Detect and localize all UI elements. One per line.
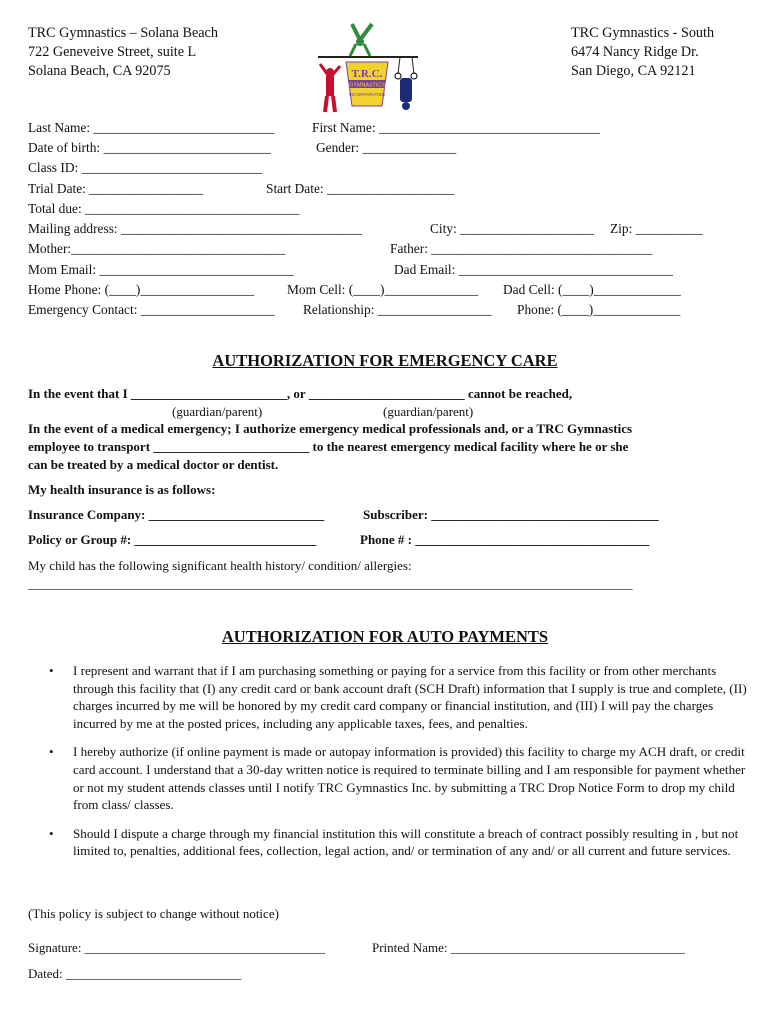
address-line: 722 Geneveive Street, suite L bbox=[28, 44, 197, 60]
father-field[interactable]: Father: _________________________________ bbox=[390, 241, 653, 256]
phone-field[interactable]: Phone: (____)_____________ bbox=[517, 302, 681, 317]
home-phone-field[interactable]: Home Phone: (____)_________________ bbox=[28, 282, 255, 297]
dob-field[interactable]: Date of birth: _________________________ bbox=[28, 140, 271, 155]
mom-cell-field[interactable]: Mom Cell: (____)______________ bbox=[287, 282, 479, 297]
logo-text-trc: T.R.C. bbox=[351, 68, 383, 80]
emergency-care-heading: AUTHORIZATION FOR EMERGENCY CARE bbox=[212, 351, 558, 370]
emergency-doctor-line: can be treated by a medical doctor or dentist. bbox=[28, 457, 279, 472]
zip-field[interactable]: Zip: __________ bbox=[610, 221, 703, 236]
insurance-phone-field[interactable]: Phone # : ____________________________________ bbox=[360, 532, 650, 547]
address-line: 6474 Nancy Ridge Dr. bbox=[571, 44, 699, 60]
health-history-label: My child has the following significant health history/ condition/ allergies: bbox=[28, 558, 412, 573]
subscriber-field[interactable]: Subscriber: ___________________________________ bbox=[363, 507, 659, 522]
list-item: • I represent and warrant that if I am purchasing something or paying for a service from this facility or from other merchants through this facility that (I) any credit card or bank account draft (SCH Draft) information that I supply is true and complete, (II) charges incurred by me will be honored by my credit card company or financial institution, and (III) I will pay the charges incurred by me at the posted prices, including any applicable taxes, fees, and penalties. bbox=[28, 662, 748, 732]
logo-text-gymnastics: GYMNASTICS bbox=[349, 82, 385, 89]
san-diego-address bbox=[571, 24, 714, 81]
guardian-parent-label: (guardian/parent) bbox=[172, 404, 263, 419]
list-item: • Should I dispute a charge through my financial institution this will constitute a breach of contract possibly resulting in , but not limited to, penalties, additional fees, collection, legal action, and/ or termination of any and/ or all current and future services. bbox=[28, 825, 748, 860]
class-id-field[interactable]: Class ID: ___________________________ bbox=[28, 160, 263, 175]
policy-group-field[interactable]: Policy or Group #: ____________________________ bbox=[28, 532, 317, 547]
health-history-field[interactable]: _____________________________________________________________________________________________ bbox=[28, 576, 633, 591]
total-due-field[interactable]: Total due: ________________________________ bbox=[28, 201, 300, 216]
list-item: • I hereby authorize (if online payment is made or autopay information is provided) this facility to charge my ACH draft, or credit card account. I understand that a 30-day written notice is required to terminate billing and I am responsible for payment whether or not my student attends classes until I notify TRC Gymnastics Inc. by submitting a TRC Drop Notice Form to drop my child from class/ classes. bbox=[28, 743, 748, 813]
emergency-transport-line[interactable]: employee to transport ________________________ to the nearest emergency medical facility where he or she bbox=[28, 439, 629, 454]
logo-emblem bbox=[346, 62, 388, 106]
logo-text-incorporated: INCORPORATED bbox=[348, 92, 386, 97]
gender-field[interactable]: Gender: ______________ bbox=[316, 140, 457, 155]
address-line: Solana Beach, CA 92075 bbox=[28, 63, 171, 79]
mother-field[interactable]: Mother:________________________________ bbox=[28, 241, 286, 256]
dad-cell-field[interactable]: Dad Cell: (____)_____________ bbox=[503, 282, 681, 297]
trial-date-field[interactable]: Trial Date: _________________ bbox=[28, 181, 204, 196]
city-field[interactable]: City: ____________________ bbox=[430, 221, 595, 236]
dad-email-field[interactable]: Dad Email: ________________________________ bbox=[394, 262, 673, 277]
solana-beach-address bbox=[28, 24, 218, 81]
gymnast-red-icon bbox=[320, 64, 340, 112]
address-line: TRC Gymnastics - South bbox=[571, 25, 715, 41]
last-name-field[interactable]: Last Name: ___________________________ bbox=[28, 120, 275, 135]
relationship-field[interactable]: Relationship: _________________ bbox=[303, 302, 492, 317]
first-name-field[interactable]: First Name: _________________________________ bbox=[312, 120, 600, 135]
auto-payment-terms-list bbox=[28, 662, 748, 871]
insurance-heading: My health insurance is as follows: bbox=[28, 482, 216, 497]
gymnast-rings-icon bbox=[395, 57, 417, 110]
policy-note: (This policy is subject to change without notice) bbox=[28, 906, 279, 921]
emergency-authorize-line: In the event of a medical emergency; I authorize emergency medical professionals and, or a TRC Gymnastics bbox=[28, 421, 633, 436]
emergency-contact-field[interactable]: Emergency Contact: ____________________ bbox=[28, 302, 275, 317]
auto-payments-heading: AUTHORIZATION FOR AUTO PAYMENTS bbox=[221, 627, 549, 646]
address-line: TRC Gymnastics – Solana Beach bbox=[28, 25, 218, 41]
guardian-parent-label: (guardian/parent) bbox=[383, 404, 474, 419]
gymnast-green-icon bbox=[350, 24, 372, 56]
insurance-company-field[interactable]: Insurance Company: ___________________________ bbox=[28, 507, 325, 522]
mom-email-field[interactable]: Mom Email: _____________________________ bbox=[28, 262, 294, 277]
signature-field[interactable]: Signature: _____________________________________ bbox=[28, 940, 326, 955]
address-line: San Diego, CA 92121 bbox=[571, 63, 696, 79]
printed-name-field[interactable]: Printed Name: ____________________________________ bbox=[372, 940, 685, 955]
trc-gymnastics-logo bbox=[312, 20, 424, 114]
mailing-address-field[interactable]: Mailing address: ____________________________________ bbox=[28, 221, 363, 236]
dated-field[interactable]: Dated: ___________________________ bbox=[28, 966, 242, 981]
emergency-event-line[interactable]: In the event that I ________________________, or ________________________ cannot be reached, bbox=[28, 386, 573, 401]
start-date-field[interactable]: Start Date: ___________________ bbox=[266, 181, 455, 196]
